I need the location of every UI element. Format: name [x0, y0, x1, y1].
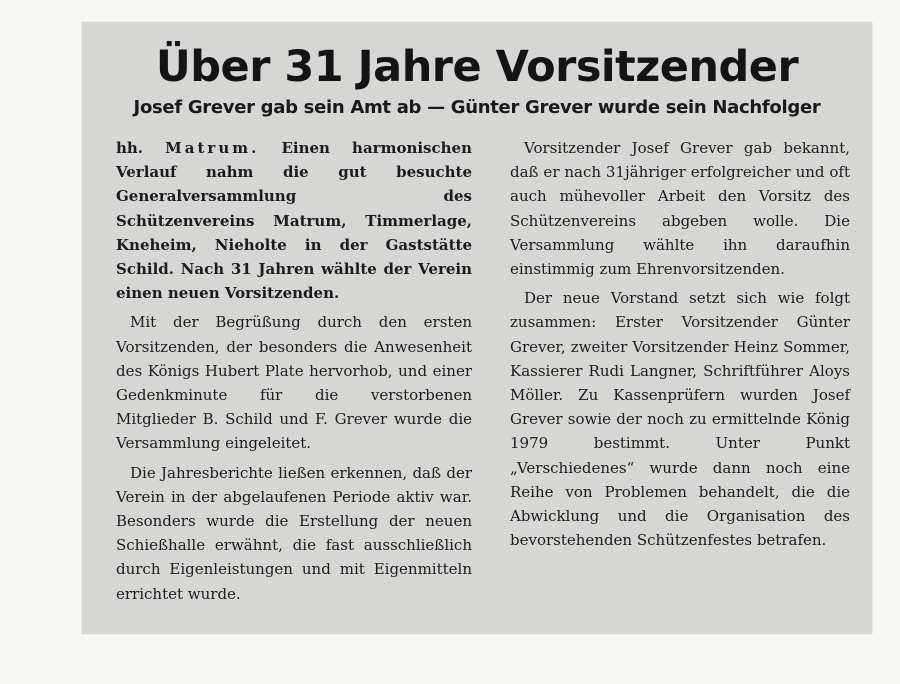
body-paragraph: Die Jahresberichte ließen erkennen, daß der Verein in der abgelaufenen Periode aktiv war. Besonders wurde die Erstellung der neuen Schießhalle erwähnt, die fast ausschließlich durch Eigenleistungen und mit Eigenmitteln errichtet wurde.	[116, 463, 472, 603]
lead-paragraph	[116, 136, 472, 305]
newspaper-clipping	[82, 22, 872, 634]
body-paragraph: Der neue Vorstand setzt sich wie folgt zusammen: Erster Vorsitzender Günter Grever, zweiter Vorsitzender Heinz Sommer, Kassierer Rudi Langner, Schriftführer Aloys Möller. Zu Kassenprüfern wurden Josef Grever sowie der noch zu ermittelnde König 1979 bestimmt. Unter Punkt „Verschiedenes“ wurde dann noch eine Reihe von Problemen behandelt, die die Abwicklung und die Organisation des bevorstehenden Schützenfestes betrafen.	[510, 289, 850, 550]
article-column-left	[116, 136, 472, 611]
lead-prefix: hh.	[116, 139, 144, 157]
article-column-right	[510, 136, 850, 557]
dateline: Matrum.	[165, 139, 260, 157]
article-headline: Über 31 Jahre Vorsitzender	[155, 42, 799, 92]
lead-text: Einen harmonischen Verlauf nahm die gut besuchte Generalversammlung des Schützenvereins Matrum, Timmerlage, Kneheim, Nieholte in der Gaststätte Schild. Nach 31 Jahren wählte der Verein einen neuen Vorsitzenden.	[116, 139, 472, 303]
body-paragraph: Vorsitzender Josef Grever gab bekannt, daß er nach 31jähriger erfolgreicher und oft auch mühevoller Arbeit den Vorsitz des Schützenvereins abgeben wolle. Die Versammlung wählte ihn daraufhin einstimmig zum Ehrenvorsitzenden.	[510, 139, 850, 279]
body-paragraph: Mit der Begrüßung durch den ersten Vorsitzenden, der besonders die Anwesenheit des Königs Hubert Plate hervorhob, und einer Gedenkminute für die verstorbenen Mitglieder B. Schild und F. Grever wurde die Versammlung eingeleitet.	[116, 313, 472, 453]
article-subheadline: Josef Grever gab sein Amt ab — Günter Grever wurde sein Nachfolger	[133, 97, 821, 118]
